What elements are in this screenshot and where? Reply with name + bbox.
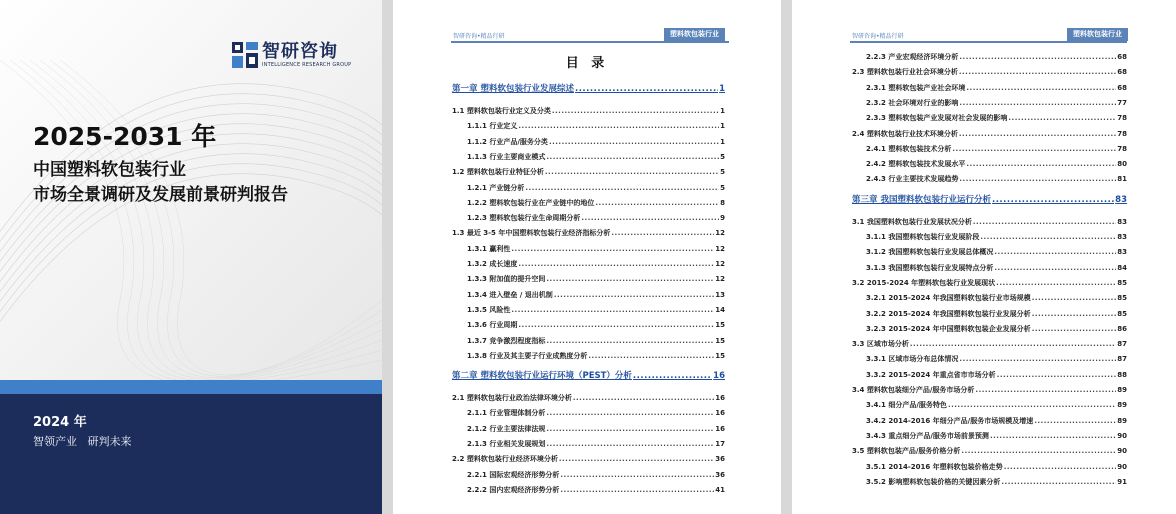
toc-leader-dots xyxy=(1004,461,1117,473)
toc-page-number: 1 xyxy=(720,137,725,146)
toc-entry[interactable] xyxy=(467,212,725,224)
toc-entry-title: 1.1.3 行业主要商业模式 xyxy=(467,152,546,161)
toc-entry-title: 3.2.1 2015-2024 年我国塑料软包装行业市场规模 xyxy=(866,294,1031,303)
toc-entry-title: 2.3.1 塑料软包装产业社会环境 xyxy=(866,83,966,92)
toc-leader-dots xyxy=(546,407,714,419)
toc-entry[interactable] xyxy=(852,445,1127,457)
toc-leader-dots xyxy=(1032,323,1117,335)
header-right-tag: 塑料软包装行业 xyxy=(1067,28,1128,41)
toc-entry[interactable] xyxy=(467,469,725,481)
toc-entry-title: 1.3.1 赢利性 xyxy=(467,244,511,253)
toc-entry[interactable] xyxy=(866,143,1127,155)
toc-entry[interactable] xyxy=(866,173,1127,185)
toc-entry-title: 1.3.5 风险性 xyxy=(467,305,511,314)
toc-page-number: 41 xyxy=(715,485,725,494)
header-left-text: 智研咨询•精品行研 xyxy=(852,33,904,40)
toc-page-number: 16 xyxy=(713,371,725,382)
toc-page-number: 81 xyxy=(1117,175,1127,184)
toc-entry-title: 2.3.3 塑料软包装产业发展对社会发展的影响 xyxy=(866,114,1008,123)
toc-page-number: 85 xyxy=(1117,278,1127,287)
toc-entry[interactable] xyxy=(852,384,1127,396)
toc-leader-dots xyxy=(552,105,719,117)
toc-entry[interactable] xyxy=(866,415,1127,427)
toc-entry[interactable] xyxy=(467,289,725,301)
toc-entry-title: 3.1.3 我国塑料软包装行业发展特点分析 xyxy=(866,263,994,272)
toc-entry-title: 2.3.2 社会环境对行业的影响 xyxy=(866,98,959,107)
toc-entry-title: 2.4 塑料软包装行业技术环境分析 xyxy=(852,129,958,138)
toc-entry-title: 3.5.2 影响塑料软包装价格的关键因素分析 xyxy=(866,477,1001,486)
toc-page-number: 83 xyxy=(1115,194,1127,205)
toc-page-number: 90 xyxy=(1117,462,1127,471)
toc-entry-title: 第一章 塑料软包装行业发展综述 xyxy=(452,84,574,94)
toc-page-number: 68 xyxy=(1117,68,1127,77)
cover-slogan: 智领产业 研判未来 xyxy=(33,435,132,448)
toc-entry[interactable] xyxy=(467,151,725,163)
toc-page-number: 78 xyxy=(1117,114,1127,123)
cover-accent-bar xyxy=(0,380,382,394)
toc-entry[interactable] xyxy=(866,246,1127,258)
toc-entry[interactable] xyxy=(467,407,725,419)
toc-leader-dots xyxy=(525,182,719,194)
toc-entry[interactable] xyxy=(467,319,725,331)
toc-page-number: 15 xyxy=(715,321,725,330)
logo-english: INTELLIGENCE RESEARCH GROUP xyxy=(262,62,352,68)
toc-entry[interactable] xyxy=(852,216,1127,228)
toc-page-number: 1 xyxy=(719,84,725,94)
toc-page-number: 80 xyxy=(1117,160,1127,169)
toc-leader-dots xyxy=(1008,112,1116,124)
toc-entry-title: 1.1.2 行业产品/服务分类 xyxy=(467,137,548,146)
toc-entry[interactable] xyxy=(452,453,725,465)
toc-page-number: 89 xyxy=(1117,401,1127,410)
toc-page-number: 77 xyxy=(1117,98,1127,107)
toc-leader-dots xyxy=(559,453,714,465)
toc-page-2 xyxy=(792,0,1176,514)
toc-page-number: 89 xyxy=(1117,386,1127,394)
toc-leader-dots xyxy=(546,335,714,347)
toc-page-number: 85 xyxy=(1117,294,1127,303)
toc-page-number: 90 xyxy=(1117,431,1127,440)
cover-title-line2: 市场全景调研及发展前景研判报告 xyxy=(33,185,288,205)
toc-page-number: 36 xyxy=(715,455,725,464)
toc-entry[interactable] xyxy=(866,51,1127,63)
toc-entry[interactable] xyxy=(467,182,725,194)
toc-entry[interactable] xyxy=(852,277,1127,289)
toc-leader-dots xyxy=(959,66,1116,78)
toc-entry[interactable] xyxy=(866,82,1127,94)
toc-leader-dots xyxy=(549,136,719,148)
toc-entry-title: 3.4 塑料软包装细分产品/服务市场分析 xyxy=(852,386,975,394)
toc-entry[interactable] xyxy=(866,158,1127,170)
page-header xyxy=(393,0,781,44)
toc-entry-title: 2.4.2 塑料软包装技术发展水平 xyxy=(866,160,966,169)
toc-page-number: 5 xyxy=(720,152,725,161)
toc-page-number: 91 xyxy=(1117,477,1127,486)
header-rule xyxy=(850,41,1127,43)
toc-page-number: 5 xyxy=(720,168,725,177)
header-right-tag: 塑料软包装行业 xyxy=(664,28,725,41)
toc-leader-dots xyxy=(546,438,714,450)
toc-leader-dots xyxy=(546,423,714,435)
toc-entry[interactable] xyxy=(467,304,725,316)
toc-entry-title: 1.2 塑料软包装行业特征分析 xyxy=(452,168,544,177)
toc-entry[interactable] xyxy=(452,227,725,239)
toc-entry[interactable] xyxy=(467,423,725,435)
toc-leader-dots xyxy=(959,353,1116,365)
toc-leader-dots xyxy=(575,83,718,95)
toc-entry[interactable] xyxy=(866,461,1127,473)
toc-entry-title: 3.5.1 2014-2016 年塑料软包装价格走势 xyxy=(866,462,1003,471)
toc-entry[interactable] xyxy=(452,392,725,404)
toc-leader-dots xyxy=(1034,415,1116,427)
toc-entry-title: 1.3.2 成长速度 xyxy=(467,260,518,268)
toc-entry-title: 2.1.3 行业相关发展规划 xyxy=(467,440,546,448)
toc-entry[interactable] xyxy=(852,338,1127,350)
toc-entry-title: 3.1 我国塑料软包装行业发展状况分析 xyxy=(852,217,972,226)
toc-entry[interactable] xyxy=(852,128,1127,140)
toc-leader-dots xyxy=(560,469,714,481)
toc-page-number: 12 xyxy=(715,244,725,253)
toc-chapter-entry[interactable] xyxy=(452,370,725,382)
toc-entry-title: 1.3.6 行业周期 xyxy=(467,321,518,330)
toc-page-number: 14 xyxy=(715,305,725,314)
toc-page-number: 36 xyxy=(715,470,725,479)
toc-leader-dots xyxy=(992,194,1114,206)
toc-leader-dots xyxy=(518,258,714,270)
toc-leader-dots xyxy=(959,97,1116,109)
toc-leader-dots xyxy=(1001,476,1116,488)
toc-leader-dots xyxy=(511,304,714,316)
toc-leader-dots xyxy=(961,445,1116,457)
toc-page-1 xyxy=(393,0,781,514)
toc-leader-dots xyxy=(959,51,1116,63)
toc-page-number: 83 xyxy=(1117,248,1127,257)
toc-entry[interactable] xyxy=(467,335,725,347)
toc-chapter-entry[interactable] xyxy=(852,194,1127,206)
toc-entry[interactable] xyxy=(866,476,1127,488)
header-rule xyxy=(451,41,729,43)
cover-date: 2024 年 xyxy=(33,415,87,430)
toc-page-number: 13 xyxy=(715,290,725,299)
logo-mark-icon xyxy=(232,42,258,68)
toc-entry-title: 1.3.4 进入壁垒 / 退出机制 xyxy=(467,290,553,299)
toc-page-number: 89 xyxy=(1117,416,1127,425)
toc-entry-title: 2.1 塑料软包装行业政治法律环境分析 xyxy=(452,394,572,403)
toc-page-number: 84 xyxy=(1117,263,1127,272)
toc-entry-title: 3.2 2015-2024 年塑料软包装行业发展现状 xyxy=(852,278,996,287)
toc-entry[interactable] xyxy=(452,105,725,117)
toc-leader-dots xyxy=(633,370,712,382)
toc-leader-dots xyxy=(952,143,1116,155)
toc-leader-dots xyxy=(1032,292,1117,304)
toc-page-number: 16 xyxy=(715,394,725,403)
toc-entry-title: 3.1.1 我国塑料软包装行业发展阶段 xyxy=(866,233,980,241)
toc-leader-dots xyxy=(994,246,1116,258)
toc-entry-title: 1.3 最近 3-5 年中国塑料软包装行业经济指标分析 xyxy=(452,229,611,238)
toc-entry[interactable] xyxy=(467,484,725,496)
toc-entry-title: 2.4.1 塑料软包装技术分析 xyxy=(866,144,952,153)
toc-entry[interactable] xyxy=(467,438,725,450)
toc-entry-title: 2.2.1 国际宏观经济形势分析 xyxy=(467,470,560,479)
toc-entry-title: 3.4.1 细分产品/服务特色 xyxy=(866,401,947,410)
toc-page-number: 12 xyxy=(715,275,725,284)
toc-entry[interactable] xyxy=(467,258,725,270)
cover-year-range: 2025-2031 年 xyxy=(33,122,217,151)
toc-entry-title: 1.3.8 行业及其主要子行业成熟度分析 xyxy=(467,351,588,360)
toc-entry-title: 3.2.2 2015-2024 年我国塑料软包装行业发展分析 xyxy=(866,309,1031,318)
toc-page-number: 9 xyxy=(720,214,725,223)
toc-leader-dots xyxy=(959,173,1116,185)
toc-entry-title: 2.4.3 行业主要技术发展趋势 xyxy=(866,175,959,184)
toc-entry-title: 3.5 塑料软包装产品/服务价格分析 xyxy=(852,447,961,456)
toc-entry[interactable] xyxy=(866,430,1127,442)
toc-entry-title: 第二章 塑料软包装行业运行环境（PEST）分析 xyxy=(452,371,632,382)
toc-entry-title: 3.4.3 重点细分产品/服务市场前景预测 xyxy=(866,431,989,440)
toc-entry[interactable] xyxy=(866,308,1127,320)
toc-entry[interactable] xyxy=(866,353,1127,365)
toc-page-number: 16 xyxy=(715,409,725,418)
toc-leader-dots xyxy=(546,273,714,285)
toc-page-number: 16 xyxy=(715,424,725,433)
toc-entry-title: 2.2.3 产业宏观经济环境分析 xyxy=(866,53,959,61)
toc-page-number: 8 xyxy=(720,198,725,207)
toc-leader-dots xyxy=(560,484,714,496)
toc-leader-dots xyxy=(511,243,714,255)
company-logo xyxy=(232,42,351,68)
toc-entry-title: 1.3.3 附加值的提升空间 xyxy=(467,275,546,284)
toc-leader-dots xyxy=(990,430,1116,442)
toc-page-number: 85 xyxy=(1117,309,1127,318)
toc-page-number: 86 xyxy=(1117,324,1127,333)
toc-page-number: 83 xyxy=(1117,217,1127,226)
toc-entry[interactable] xyxy=(467,273,725,285)
toc-entry-title: 2.1.1 行业管理体制分析 xyxy=(467,409,546,418)
toc-entry-title: 2.2 塑料软包装行业经济环境分析 xyxy=(452,455,558,464)
toc-entry-title: 2.3 塑料软包装行业社会环境分析 xyxy=(852,68,958,77)
toc-page-number: 83 xyxy=(1117,233,1127,241)
toc-entry[interactable] xyxy=(452,166,725,178)
toc-entry[interactable] xyxy=(467,350,725,362)
toc-leader-dots xyxy=(997,369,1117,381)
toc-entry[interactable] xyxy=(866,292,1127,304)
toc-leader-dots xyxy=(973,216,1116,228)
toc-entry[interactable] xyxy=(866,369,1127,381)
toc-entry[interactable] xyxy=(866,399,1127,411)
toc-leader-dots xyxy=(910,338,1116,350)
toc-page-number: 12 xyxy=(715,229,725,238)
toc-entry[interactable] xyxy=(467,197,725,209)
toc-entry-title: 2.1.2 行业主要法律法规 xyxy=(467,424,546,433)
toc-entry-title: 第三章 我国塑料软包装行业运行分析 xyxy=(852,194,991,205)
toc-leader-dots xyxy=(959,128,1116,140)
toc-entry-title: 1.1 塑料软包装行业定义及分类 xyxy=(452,107,551,115)
toc-page-number: 15 xyxy=(715,351,725,360)
toc-leader-dots xyxy=(546,151,719,163)
toc-leader-dots xyxy=(611,227,714,239)
toc-leader-dots xyxy=(595,197,719,209)
toc-leader-dots xyxy=(545,166,719,178)
toc-leader-dots xyxy=(573,392,714,404)
toc-leader-dots xyxy=(996,277,1116,289)
cover-title-line1: 中国塑料软包装行业 xyxy=(33,160,186,180)
toc-leader-dots xyxy=(975,384,1116,396)
toc-page-number: 15 xyxy=(715,336,725,345)
page-header xyxy=(792,0,1176,44)
toc-entry[interactable] xyxy=(467,120,725,132)
toc-entry-title: 1.2.1 产业链分析 xyxy=(467,183,525,192)
toc-entry[interactable] xyxy=(866,97,1127,109)
toc-page-number: 68 xyxy=(1117,53,1127,61)
toc-entry-title: 1.2.2 塑料软包装行业在产业链中的地位 xyxy=(467,198,595,207)
toc-page-number: 90 xyxy=(1117,447,1127,456)
toc-page-number: 1 xyxy=(720,122,725,131)
toc-entry[interactable] xyxy=(866,262,1127,274)
toc-leader-dots xyxy=(581,212,719,224)
toc-leader-dots xyxy=(994,262,1116,274)
toc-leader-dots xyxy=(518,120,719,132)
toc-page-number: 68 xyxy=(1117,83,1127,92)
toc-leader-dots xyxy=(948,399,1116,411)
toc-entry-title: 3.1.2 我国塑料软包装行业发展总体概况 xyxy=(866,248,994,257)
toc-entry-title: 2.2.2 国内宏观经济形势分析 xyxy=(467,485,560,494)
toc-entry[interactable] xyxy=(866,231,1127,243)
toc-leader-dots xyxy=(966,82,1116,94)
toc-entry[interactable] xyxy=(467,136,725,148)
toc-entry[interactable] xyxy=(467,243,725,255)
header-left-text: 智研咨询•精品行研 xyxy=(453,33,505,40)
toc-entry-title: 3.4.2 2014-2016 年细分产品/服务市场规模及增速 xyxy=(866,416,1034,425)
toc-leader-dots xyxy=(554,289,714,301)
toc-page-number: 87 xyxy=(1117,355,1127,364)
toc-title: 目 录 xyxy=(565,56,609,71)
toc-entry[interactable] xyxy=(852,66,1127,78)
toc-leader-dots xyxy=(1032,308,1117,320)
toc-page-number: 78 xyxy=(1117,144,1127,153)
toc-page-number: 12 xyxy=(715,260,725,268)
toc-page-number: 1 xyxy=(720,107,725,115)
toc-leader-dots xyxy=(588,350,714,362)
toc-leader-dots xyxy=(966,158,1116,170)
toc-page-number: 88 xyxy=(1117,370,1127,379)
toc-page-number: 17 xyxy=(715,440,725,448)
toc-entry[interactable] xyxy=(866,323,1127,335)
toc-entry-title: 3.3.2 2015-2024 年重点省市市场分析 xyxy=(866,370,996,379)
toc-leader-dots xyxy=(518,319,714,331)
toc-page-number: 5 xyxy=(720,183,725,192)
toc-leader-dots xyxy=(980,231,1116,243)
toc-entry-title: 1.3.7 竞争激烈程度指标 xyxy=(467,336,546,345)
toc-entry-title: 3.3 区域市场分析 xyxy=(852,340,909,349)
toc-page-number: 78 xyxy=(1117,129,1127,138)
logo-name: 智研咨询 xyxy=(262,41,338,62)
toc-entry-title: 1.1.1 行业定义 xyxy=(467,122,518,131)
toc-entry-title: 3.3.1 区域市场分布总体情况 xyxy=(866,355,959,364)
toc-chapter-entry[interactable] xyxy=(452,83,725,95)
toc-entry-title: 1.2.3 塑料软包装行业生命周期分析 xyxy=(467,214,581,223)
cover-page xyxy=(0,0,382,514)
toc-page-number: 87 xyxy=(1117,340,1127,349)
toc-entry[interactable] xyxy=(866,112,1127,124)
toc-entry-title: 3.2.3 2015-2024 年中国塑料软包装企业发展分析 xyxy=(866,324,1031,333)
